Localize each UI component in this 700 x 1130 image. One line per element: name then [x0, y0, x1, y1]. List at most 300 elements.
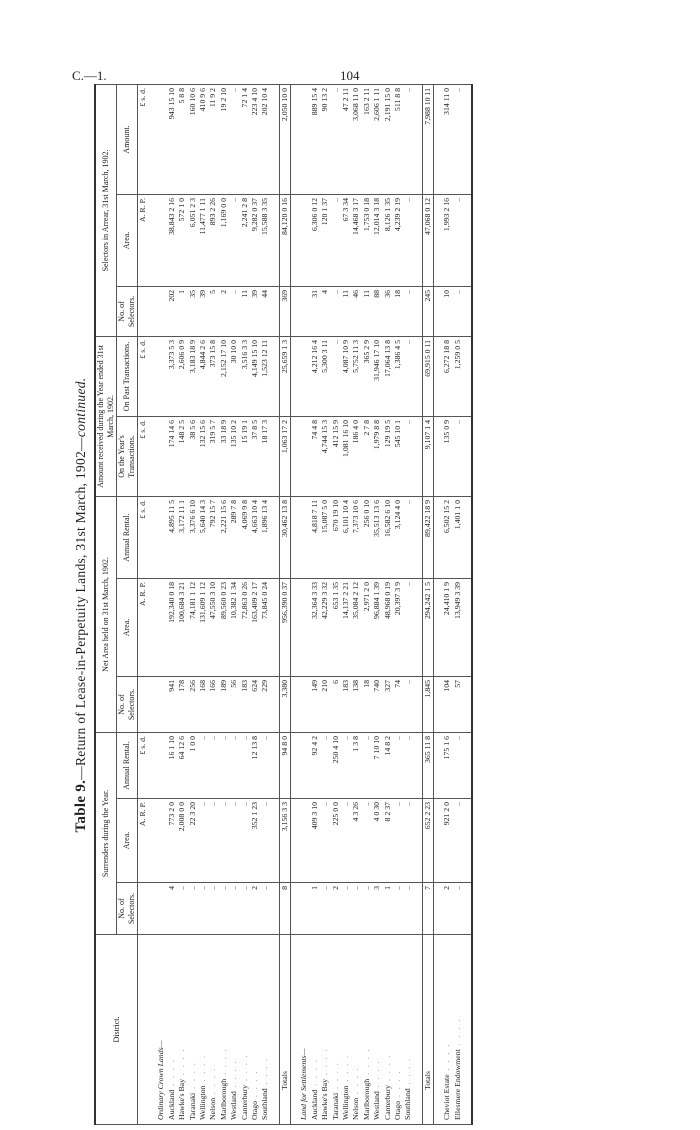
table-cell: 135 10 2	[229, 416, 239, 496]
table-cell: ..	[188, 883, 198, 935]
table-cell: 163 2 11	[362, 84, 372, 194]
table-cell: 740	[372, 676, 382, 732]
dot-leader: . . . .	[320, 1047, 330, 1079]
spacer-cell	[291, 883, 300, 935]
table-cell: ..	[453, 286, 463, 336]
totals-cell: 69,915 0 11	[422, 336, 433, 416]
table-cell: ..	[403, 336, 413, 416]
table-cell: 2	[250, 883, 260, 935]
table-cell: ..	[229, 286, 239, 336]
spacer-cell	[434, 416, 443, 496]
table-cell: 6,272 18 8	[442, 336, 452, 416]
totals-cell: 8	[279, 883, 290, 935]
table-cell: 5,640 14 3	[198, 496, 208, 578]
spacer-cell	[434, 496, 443, 578]
table-cell: 2	[442, 883, 452, 935]
table-cell: 15,588 3 35	[260, 194, 270, 286]
table-cell: 16 1 10	[167, 732, 177, 798]
table-cell: 9,282 0 37	[250, 194, 260, 286]
table-cell: 16,582 6 10	[383, 496, 393, 578]
empty-cell	[299, 496, 309, 578]
district-name: Cheviot Estate	[442, 1074, 452, 1120]
totals-label: Totals	[279, 935, 290, 1125]
table-cell: 73,845 0 24	[260, 578, 270, 676]
table-row	[372, 84, 382, 1124]
table-cell: 223 4 10	[250, 84, 260, 194]
table-cell: ..	[403, 799, 413, 883]
table-cell: 35,513 13 6	[372, 496, 382, 578]
table-cell: 19 2 10	[219, 84, 229, 194]
dot-leader: . . . .	[340, 1053, 350, 1086]
spacer-cell	[463, 416, 472, 496]
dot-leader: . . . .	[260, 1056, 270, 1089]
totals-cell: 7	[422, 883, 433, 935]
table-cell: 11	[341, 286, 351, 336]
district-name: Otago	[250, 1100, 260, 1120]
spacer-cell	[148, 935, 156, 1125]
spacer-cell	[271, 799, 280, 883]
table-cell: 352 1 23	[250, 799, 260, 883]
district-name: Southland	[260, 1088, 270, 1120]
table-cell: 14,137 2 21	[341, 578, 351, 676]
table-row	[177, 84, 187, 1124]
table-row	[167, 84, 177, 1124]
table-cell: ..	[453, 732, 463, 798]
table-cell: 189	[219, 676, 229, 732]
table-cell: 409 3 10	[310, 799, 320, 883]
table-cell: 90 13 2	[320, 84, 330, 194]
totals-cell: 84,120 0 16	[279, 194, 290, 286]
table-cell: 943 15 10	[167, 84, 177, 194]
table-cell: 11 9 2	[208, 84, 218, 194]
totals-cell: 1,063 17 2	[279, 416, 290, 496]
table-cell: 2	[219, 286, 229, 336]
table-cell: ..	[362, 799, 372, 883]
district-cell	[383, 935, 393, 1125]
spacer-cell	[463, 935, 472, 1125]
table-row	[219, 84, 229, 1124]
totals-cell: 2,050 10 0	[279, 84, 290, 194]
table-cell: 1,979 8 8	[372, 416, 382, 496]
table-cell: 4,744 15 3	[320, 416, 330, 496]
table-cell: ..	[260, 799, 270, 883]
spacer-cell	[414, 194, 423, 286]
header-district: District.	[95, 935, 138, 1125]
table-cell: 5,752 11 3	[351, 336, 361, 416]
table-cell: 4,087 10 9	[341, 336, 351, 416]
table-cell: ..	[341, 799, 351, 883]
table-cell: 33 18 9	[219, 416, 229, 496]
rotated-table-sheet	[70, 85, 630, 1125]
dot-leader: . . . .	[177, 1047, 187, 1079]
district-name: Wellington	[340, 1085, 350, 1120]
table-cell: 2,606 0 9	[177, 336, 187, 416]
table-cell: 129 19 5	[383, 416, 393, 496]
dot-leader: . . . .	[351, 1066, 361, 1098]
table-cell: ..	[260, 883, 270, 935]
totals-cell: 94 8 0	[279, 732, 290, 798]
table-cell: 6,306 0 12	[310, 194, 320, 286]
district-cell	[331, 935, 341, 1125]
empty-cell	[156, 416, 166, 496]
table-cell: 2,191 15 0	[383, 84, 393, 194]
table-cell: 7,373 10 6	[351, 496, 361, 578]
table-cell: ..	[208, 883, 218, 935]
col-sur-rental: Annual Rental.	[117, 732, 138, 798]
table-cell: 104	[442, 676, 452, 732]
district-cell	[351, 935, 361, 1125]
table-cell: 174 14 6	[167, 416, 177, 496]
table-cell: ..	[229, 194, 239, 286]
table-cell: 72 1 4	[240, 84, 250, 194]
table-cell: 1,753 0 18	[362, 194, 372, 286]
spacer-cell	[434, 732, 443, 798]
table-row	[453, 84, 463, 1124]
table-cell: 38 5 6	[188, 416, 198, 496]
spacer-cell	[434, 194, 443, 286]
table-cell: 2	[331, 883, 341, 935]
table-cell: 2,971 2 0	[362, 578, 372, 676]
spacer-row	[463, 84, 472, 1124]
table-cell: ..	[403, 496, 413, 578]
table-cell: 163,409 2 17	[250, 578, 260, 676]
table-cell: ..	[341, 732, 351, 798]
unit-sur-rental: £ s. d.	[138, 732, 149, 798]
spacer-cell	[148, 676, 156, 732]
table-cell: 31,946 17 10	[372, 336, 382, 416]
table-row	[240, 84, 250, 1124]
spacer-cell	[271, 84, 280, 194]
spacer-cell	[148, 194, 156, 286]
table-cell: ..	[198, 799, 208, 883]
totals-cell: 30,462 13 8	[279, 496, 290, 578]
table-row	[188, 84, 198, 1124]
table-cell: 6	[331, 676, 341, 732]
table-cell: 166	[208, 676, 218, 732]
table-cell: 3,183 18 9	[188, 336, 198, 416]
table-cell: ..	[331, 286, 341, 336]
table-cell: ..	[393, 883, 403, 935]
dot-leader: . . . .	[330, 1061, 340, 1093]
table-cell: 175 1 6	[442, 732, 452, 798]
table-cell: 365 2 9	[362, 336, 372, 416]
table-cell: ..	[240, 883, 250, 935]
spacer-cell	[148, 732, 156, 798]
dot-leader: . . . .	[382, 1053, 392, 1085]
totals-cell: 3,380	[279, 676, 290, 732]
spacer-cell	[271, 935, 280, 1125]
table-cell: ..	[331, 336, 341, 416]
table-cell: 3	[372, 883, 382, 935]
dot-leader: . . . .	[218, 1047, 228, 1079]
spacer-cell	[414, 676, 423, 732]
table-body	[138, 84, 472, 1124]
spacer-cell	[434, 84, 443, 194]
spacer-cell	[271, 336, 280, 416]
district-cell	[442, 935, 452, 1125]
spacer-cell	[463, 194, 472, 286]
table-row	[341, 84, 351, 1124]
table-cell: 44	[260, 286, 270, 336]
district-name: Southland	[403, 1088, 413, 1120]
spacer-cell	[291, 416, 300, 496]
table-cell: 39	[198, 286, 208, 336]
empty-cell	[299, 286, 309, 336]
spacer-cell	[463, 676, 472, 732]
district-cell	[310, 935, 320, 1125]
spacer-cell	[414, 732, 423, 798]
table-cell: 4 0 30	[372, 799, 382, 883]
totals-cell: 3,156 3 3	[279, 799, 290, 883]
district-name: Wellington	[198, 1085, 208, 1120]
table-cell: 12,014 3 18	[372, 194, 382, 286]
table-row	[260, 84, 270, 1124]
table-cell: 4,663 10 4	[250, 496, 260, 578]
table-cell: ..	[453, 799, 463, 883]
table-cell: ..	[229, 883, 239, 935]
spacer-cell	[148, 286, 156, 336]
spacer-cell	[291, 496, 300, 578]
spacer-row	[434, 84, 443, 1124]
table-row	[250, 84, 260, 1124]
table-cell: ..	[198, 883, 208, 935]
table-cell: 3,373 5 3	[167, 336, 177, 416]
totals-cell: 245	[422, 286, 433, 336]
table-cell: 13,949 3 39	[453, 578, 463, 676]
table-cell: ..	[362, 732, 372, 798]
table-cell: 32,364 3 33	[310, 578, 320, 676]
district-cell	[188, 935, 198, 1125]
district-cell	[198, 935, 208, 1125]
spacer-cell	[291, 336, 300, 416]
table-row	[351, 84, 361, 1124]
totals-cell: 369	[279, 286, 290, 336]
table-cell: 183	[240, 676, 250, 732]
table-cell: 373 15 8	[208, 336, 218, 416]
table-row	[320, 84, 330, 1124]
table-cell: 183	[341, 676, 351, 732]
empty-cell	[156, 194, 166, 286]
col-net-rental: Annual Rental.	[117, 496, 138, 578]
table-cell: 17,064 13 8	[383, 336, 393, 416]
table-cell: ..	[260, 732, 270, 798]
lease-in-perpetuity-table	[94, 84, 473, 1125]
district-cell	[167, 935, 177, 1125]
table-cell: 4,895 11 5	[167, 496, 177, 578]
spacer-cell	[414, 799, 423, 883]
table-cell: 8,126 1 35	[383, 194, 393, 286]
spacer-cell	[463, 883, 472, 935]
table-cell: 74 4 8	[310, 416, 320, 496]
col-arr-area: Area.	[117, 194, 138, 286]
table-cell: 18	[393, 286, 403, 336]
table-cell: ..	[341, 883, 351, 935]
table-cell: ..	[240, 732, 250, 798]
table-cell: ..	[229, 732, 239, 798]
spacer-cell	[271, 883, 280, 935]
district-cell	[219, 935, 229, 1125]
district-name: Westland	[372, 1091, 382, 1120]
empty-cell	[299, 194, 309, 286]
spacer-cell	[463, 732, 472, 798]
district-cell	[240, 935, 250, 1125]
totals-cell: 294,242 1 5	[422, 578, 433, 676]
empty-cell	[299, 416, 309, 496]
table-cell: 2,606 1 11	[372, 84, 382, 194]
table-cell: 1	[383, 883, 393, 935]
table-cell: 572 1 0	[177, 194, 187, 286]
table-cell: ..	[208, 732, 218, 798]
table-cell: 30 10 0	[229, 336, 239, 416]
spacer-cell	[414, 84, 423, 194]
spacer-cell	[291, 578, 300, 676]
table-cell: 511 8 8	[393, 84, 403, 194]
table-cell: 893 2 26	[208, 194, 218, 286]
table-cell: 2,241 2 8	[240, 194, 250, 286]
table-cell: 57	[453, 676, 463, 732]
table-cell: 1 0 0	[188, 732, 198, 798]
table-cell: 39	[250, 286, 260, 336]
spacer-cell	[434, 883, 443, 935]
table-cell: 18 17 3	[260, 416, 270, 496]
table-cell: 148 2 5	[177, 416, 187, 496]
totals-cell: 365 11 8	[422, 732, 433, 798]
table-cell: 18	[362, 676, 372, 732]
table-cell: ..	[198, 732, 208, 798]
district-cell	[250, 935, 260, 1125]
spacer-cell	[414, 883, 423, 935]
unit-amt-past: £ s. d.	[138, 336, 149, 416]
table-cell: 4	[320, 286, 330, 336]
table-continued: continued.	[73, 377, 88, 438]
table-cell: 36	[383, 286, 393, 336]
units-row	[138, 84, 149, 1124]
spacer-cell	[148, 799, 156, 883]
table-cell: 256 0 10	[362, 496, 372, 578]
table-cell: 67 3 34	[341, 194, 351, 286]
spacer-cell	[414, 416, 423, 496]
dot-leader: . . . .	[198, 1053, 208, 1086]
table-cell: 10,382 1 34	[229, 578, 239, 676]
spacer-cell	[271, 732, 280, 798]
spacer-cell	[463, 336, 472, 416]
spacer-cell	[271, 286, 280, 336]
table-cell: 178	[177, 676, 187, 732]
col-amt-year: On the Year's Transactions.	[117, 416, 138, 496]
table-cell: 48,968 0 19	[383, 578, 393, 676]
empty-cell	[156, 883, 166, 935]
table-cell: 314 11 0	[442, 84, 452, 194]
table-cell: 624	[250, 676, 260, 732]
spacer-cell	[414, 336, 423, 416]
totals-cell: 25,659 1 3	[279, 336, 290, 416]
table-cell: 74	[393, 676, 403, 732]
spacer-cell	[148, 496, 156, 578]
table-cell: 2,152 17 10	[219, 336, 229, 416]
header-net-area: Net Area held on 31st March, 1902.	[95, 496, 117, 732]
unit-arr-amount: £ s. d.	[138, 84, 149, 194]
table-cell: 1,993 2 16	[442, 194, 452, 286]
table-cell: 3,068 11 0	[351, 84, 361, 194]
col-amt-past: On Past Transactions.	[117, 336, 138, 416]
table-cell: 202	[167, 286, 177, 336]
totals-cell: 47,068 0 12	[422, 194, 433, 286]
totals-cell: 89,422 18 9	[422, 496, 433, 578]
spacer-cell	[291, 84, 300, 194]
empty-cell	[156, 732, 166, 798]
header-surrenders: Surrenders during the Year.	[95, 732, 117, 934]
table-cell: 186 4 0	[351, 416, 361, 496]
table-cell: 210	[320, 676, 330, 732]
table-cell: ..	[403, 286, 413, 336]
table-cell: 1	[310, 883, 320, 935]
spacer-cell	[414, 496, 423, 578]
district-name: Canterbury	[382, 1084, 392, 1120]
header-amount-received: Amount received during the Year ended 31st March, 1902.	[95, 336, 117, 496]
table-cell: 31	[310, 286, 320, 336]
table-cell: 5	[208, 286, 218, 336]
unit-amt-year: £ s. d.	[138, 416, 149, 496]
totals-cell: 1,845	[422, 676, 433, 732]
spacer-cell	[148, 883, 156, 935]
dot-leader: . . . .	[452, 1017, 462, 1050]
page-series-code: C.—1.	[72, 68, 107, 83]
table-cell: 4,239 2 19	[393, 194, 403, 286]
table-cell: 15,087 5 0	[320, 496, 330, 578]
table-cell: 4,212 16 4	[310, 336, 320, 416]
table-cell: 250 4 10	[331, 732, 341, 798]
district-name: Hawke's Bay	[320, 1078, 330, 1120]
table-cell: 192,340 0 18	[167, 578, 177, 676]
table-cell: 15 19 1	[240, 416, 250, 496]
spacer-cell	[414, 286, 423, 336]
totals-label: Totals	[422, 935, 433, 1125]
table-cell: ..	[403, 84, 413, 194]
district-cell	[372, 935, 382, 1125]
table-cell: 138	[351, 676, 361, 732]
table-cell: ..	[351, 883, 361, 935]
table-cell: 47,550 3 10	[208, 578, 218, 676]
spacer-cell	[463, 84, 472, 194]
spacer-cell	[271, 416, 280, 496]
spacer-cell	[434, 935, 443, 1125]
spacer-cell	[434, 286, 443, 336]
spacer-cell	[463, 496, 472, 578]
district-name: Marlborough	[361, 1078, 371, 1120]
district-name: Canterbury	[239, 1084, 249, 1120]
dot-leader: . . . .	[392, 1069, 402, 1101]
spacer-row	[291, 84, 300, 1124]
district-cell	[320, 935, 330, 1125]
dot-leader: . . . .	[166, 1058, 176, 1090]
table-cell: ..	[320, 799, 330, 883]
spacer-cell	[148, 416, 156, 496]
col-arr-amount: Amount.	[117, 84, 138, 194]
district-name: Otago	[392, 1100, 402, 1120]
table-caption	[70, 85, 94, 1125]
empty-cell	[156, 676, 166, 732]
table-cell: 168	[198, 676, 208, 732]
section-heading-row	[299, 84, 309, 1124]
table-row	[198, 84, 208, 1124]
district-cell	[208, 935, 218, 1125]
spacer-cell	[434, 336, 443, 416]
table-cell: ..	[208, 799, 218, 883]
table-cell: 1,081 16 10	[341, 416, 351, 496]
col-sur-no: No. of Selectors.	[117, 883, 138, 935]
empty-cell	[156, 84, 166, 194]
totals-cell: 9,107 1 4	[422, 416, 433, 496]
